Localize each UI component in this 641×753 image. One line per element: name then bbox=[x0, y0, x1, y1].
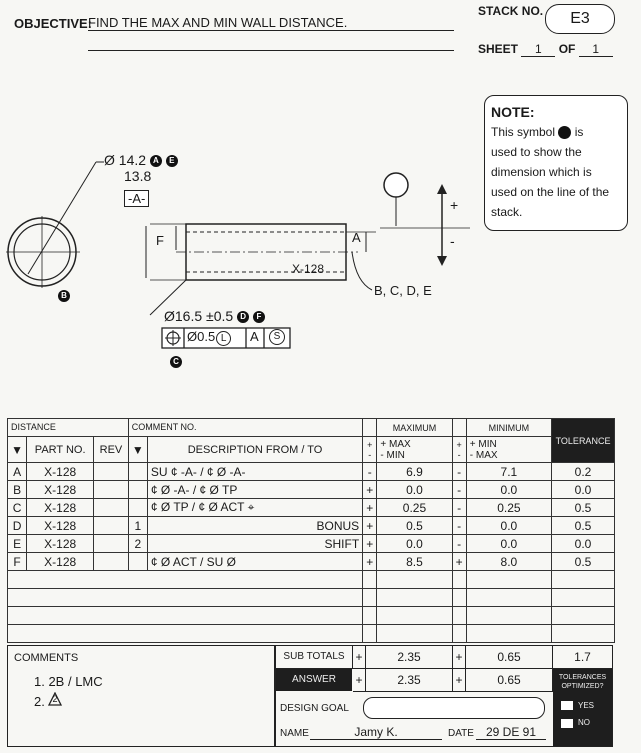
row-rev bbox=[94, 481, 129, 499]
name-label: NAME bbox=[280, 728, 309, 739]
tube-part-label: X-128 bbox=[292, 262, 325, 276]
yes-checkbox[interactable] bbox=[561, 701, 573, 710]
row-id: B bbox=[8, 481, 27, 499]
row-min-sign: - bbox=[452, 499, 466, 517]
date-label: DATE bbox=[448, 728, 474, 739]
minus-sign: - bbox=[450, 233, 455, 249]
row-min: 0.0 bbox=[466, 535, 551, 553]
no-label: NO bbox=[578, 718, 590, 728]
filled-circle-icon bbox=[558, 126, 571, 139]
datum-a-box: -A- bbox=[124, 190, 149, 207]
minimum-header: MINIMUM bbox=[466, 419, 551, 437]
stack-row bbox=[8, 499, 615, 517]
sheet-number: 1 bbox=[521, 42, 555, 57]
label-a: A bbox=[352, 230, 361, 245]
diameter-icon: Ø bbox=[187, 329, 198, 344]
row-id: E bbox=[8, 535, 27, 553]
row-max-sign: + bbox=[363, 499, 377, 517]
row-description: SU ¢ -A- / ¢ Ø -A- bbox=[147, 463, 362, 481]
date-value: 29 DE 91 bbox=[476, 725, 546, 740]
answer-label: ANSWER bbox=[276, 669, 352, 691]
row-description: BONUS bbox=[147, 517, 362, 535]
tolerances-optimized-label: TOLERANCES OPTIMIZED? bbox=[558, 674, 607, 690]
max-minus-label: - MIN bbox=[380, 449, 405, 461]
tolerance-header: TOLERANCE bbox=[552, 419, 615, 463]
row-tolerance: 0.5 bbox=[552, 499, 615, 517]
subtotal-max: 2.35 bbox=[366, 646, 453, 669]
min-plus-label: + MIN bbox=[469, 438, 497, 450]
yes-label: YES bbox=[578, 701, 595, 710]
stack-row bbox=[8, 463, 615, 481]
answer-min: 0.65 bbox=[466, 669, 553, 692]
fcf-tol: 0.5 bbox=[197, 329, 216, 344]
badge-b: B bbox=[58, 290, 70, 302]
note-line-4: used on the line of the bbox=[491, 185, 610, 199]
stack-row bbox=[8, 517, 615, 535]
note-line-2: used to show the bbox=[491, 145, 582, 159]
note-title: NOTE: bbox=[491, 104, 535, 120]
callout-label: B, C, D, E bbox=[374, 283, 432, 298]
of-label: OF bbox=[558, 42, 576, 56]
row-rev bbox=[94, 535, 129, 553]
note-line-1: This symbol bbox=[491, 125, 556, 139]
note-box bbox=[484, 95, 628, 231]
subtotal-sign-min: + bbox=[453, 646, 466, 669]
row-min-sign: - bbox=[452, 535, 466, 553]
row-comment-no: 2 bbox=[128, 535, 147, 553]
badge-d: D bbox=[237, 311, 249, 323]
od-callout bbox=[164, 308, 265, 324]
row-comment-no bbox=[128, 463, 147, 481]
stack-no-value: E3 bbox=[570, 10, 590, 27]
row-comment-no: 1 bbox=[128, 517, 147, 535]
row-tolerance: 0.5 bbox=[552, 553, 615, 571]
row-part-no: X-128 bbox=[27, 517, 94, 535]
dia-max: 14.2 bbox=[118, 152, 147, 168]
row-part-no: X-128 bbox=[27, 553, 94, 571]
badge-f: F bbox=[253, 311, 265, 323]
sheet-label: SHEET bbox=[478, 42, 519, 56]
answer-sign-min: + bbox=[453, 669, 466, 692]
row-id: C bbox=[8, 499, 27, 517]
dia-min: 13.8 bbox=[124, 168, 152, 184]
subtotals-label: SUB TOTALS bbox=[276, 646, 353, 669]
objective-label: OBJECTIVE: bbox=[14, 16, 93, 31]
label-f: F bbox=[156, 233, 164, 248]
row-max-sign: + bbox=[363, 481, 377, 499]
tolerance-stack-table: DISTANCE COMMENT NO. MAXIMUM MINIMUM TOLERANCE ▼ PART NO. REV ▼ DESCRIPTION FROM / TO + - + MAX - MIN + - + MIN - MAX A X-128 SU ¢ -A- / ¢ Ø -A- - 6.9 - 7.1 0.2 B X-128 ¢ Ø -A- / ¢ Ø TP + 0.0 - 0.0 0.0 C X-128 ¢ Ø TP / ¢ Ø ACT ⌖ + 0.25 - 0.25 0.5 D X-128 1 BONUS + 0.5 - 0.0 0.5 E X-128 2 SHIFT + 0.0 - 0.0 0.0 F X-128 ¢ Ø ACT / SU Ø + 8.5 + 8.0 0.5 bbox=[7, 418, 615, 643]
row-id: F bbox=[8, 553, 27, 571]
row-description: SHIFT bbox=[147, 535, 362, 553]
diameter-icon: Ø bbox=[104, 152, 115, 168]
subtotal-sign-max: + bbox=[353, 646, 366, 669]
row-min: 0.25 bbox=[466, 499, 551, 517]
row-description: ¢ Ø ACT / SU Ø bbox=[147, 553, 362, 571]
row-id: A bbox=[8, 463, 27, 481]
od-dim: 16.5 bbox=[174, 308, 203, 324]
row-part-no: X-128 bbox=[27, 463, 94, 481]
tolerances-optimized-panel bbox=[553, 669, 612, 746]
sheet-row bbox=[478, 42, 613, 57]
row-tolerance: 0.5 bbox=[552, 517, 615, 535]
row-rev bbox=[94, 517, 129, 535]
design-goal-label: DESIGN GOAL bbox=[280, 703, 349, 714]
answer-sign-max: + bbox=[353, 669, 366, 692]
part-drawing bbox=[0, 140, 480, 380]
row-description: ¢ Ø TP / ¢ Ø ACT ⌖ bbox=[147, 499, 362, 517]
row-min-sign: - bbox=[452, 463, 466, 481]
callout-leader bbox=[352, 252, 372, 290]
row-max: 6.9 bbox=[377, 463, 452, 481]
lmc-icon: L bbox=[216, 331, 231, 346]
row-max: 0.0 bbox=[377, 535, 452, 553]
row-min: 8.0 bbox=[466, 553, 551, 571]
stack-row bbox=[8, 481, 615, 499]
row-comment-no bbox=[128, 499, 147, 517]
fcf-datum: A bbox=[250, 329, 259, 344]
min-minus-label: - MAX bbox=[469, 449, 498, 461]
row-part-no: X-128 bbox=[27, 535, 94, 553]
triangle-note-icon: 2 bbox=[48, 692, 62, 706]
row-min: 0.0 bbox=[466, 517, 551, 535]
comment-header: COMMENT NO. bbox=[128, 419, 362, 437]
row-min: 7.1 bbox=[466, 463, 551, 481]
row-tolerance: 0.0 bbox=[552, 481, 615, 499]
distance-header: DISTANCE bbox=[8, 419, 129, 437]
row-tolerance: 0.0 bbox=[552, 535, 615, 553]
comment-2: 2. bbox=[34, 694, 45, 709]
row-max-sign: + bbox=[363, 553, 377, 571]
part-no-header: PART NO. bbox=[27, 437, 94, 463]
badge-c: C bbox=[170, 356, 182, 368]
row-max-sign: + bbox=[363, 517, 377, 535]
gauge-ball bbox=[384, 173, 408, 197]
row-max: 0.0 bbox=[377, 481, 452, 499]
comments-label: COMMENTS bbox=[14, 652, 79, 664]
comment-2-row bbox=[34, 692, 62, 709]
bottom-section bbox=[7, 645, 613, 747]
fcf-text bbox=[187, 329, 231, 346]
row-comment-no bbox=[128, 481, 147, 499]
row-min-sign: - bbox=[452, 481, 466, 499]
row-part-no: X-128 bbox=[27, 499, 94, 517]
stack-no-box bbox=[545, 4, 615, 34]
row-max: 0.25 bbox=[377, 499, 452, 517]
row-comment-no bbox=[128, 553, 147, 571]
note-line-3: dimension which is bbox=[491, 165, 592, 179]
row-rev bbox=[94, 553, 129, 571]
objective-text: FIND THE MAX AND MIN WALL DISTANCE. bbox=[88, 15, 454, 31]
row-tolerance: 0.2 bbox=[552, 463, 615, 481]
row-min-sign: + bbox=[452, 553, 466, 571]
row-max: 0.5 bbox=[377, 517, 452, 535]
stack-row bbox=[8, 553, 615, 571]
name-value: Jamy K. bbox=[310, 725, 442, 740]
badge-e: E bbox=[166, 155, 178, 167]
row-max-sign: - bbox=[363, 463, 377, 481]
diameter-icon: Ø bbox=[164, 308, 175, 324]
plus-sign: + bbox=[450, 197, 459, 213]
row-id: D bbox=[8, 517, 27, 535]
max-plus-label: + MAX bbox=[380, 438, 411, 450]
note-line-5: stack. bbox=[491, 205, 523, 219]
subtotal-tolerance: 1.7 bbox=[553, 646, 612, 669]
od-tol: ±0.5 bbox=[206, 308, 234, 324]
row-max: 8.5 bbox=[377, 553, 452, 571]
row-max-sign: + bbox=[363, 535, 377, 553]
rev-header: REV bbox=[94, 437, 129, 463]
row-part-no: X-128 bbox=[27, 481, 94, 499]
of-number: 1 bbox=[579, 42, 613, 57]
badge-a: A bbox=[150, 155, 162, 167]
row-description: ¢ Ø -A- / ¢ Ø TP bbox=[147, 481, 362, 499]
row-min: 0.0 bbox=[466, 481, 551, 499]
comment-1: 1. 2B / LMC bbox=[34, 674, 103, 689]
row-min-sign: - bbox=[452, 517, 466, 535]
answer-max: 2.35 bbox=[366, 669, 453, 692]
maximum-header: MAXIMUM bbox=[377, 419, 452, 437]
subtotal-min: 0.65 bbox=[466, 646, 553, 669]
dia-callout bbox=[104, 152, 178, 184]
rfs-icon: S bbox=[269, 329, 285, 345]
stack-no-label: STACK NO. bbox=[478, 4, 544, 18]
row-rev bbox=[94, 499, 129, 517]
desc-header: DESCRIPTION FROM / TO bbox=[147, 437, 362, 463]
objective-line-2 bbox=[88, 49, 454, 51]
row-rev bbox=[94, 463, 129, 481]
stack-row bbox=[8, 535, 615, 553]
no-checkbox[interactable] bbox=[561, 719, 573, 728]
note-line-1b: is bbox=[574, 125, 584, 139]
design-goal-field[interactable] bbox=[363, 697, 545, 719]
